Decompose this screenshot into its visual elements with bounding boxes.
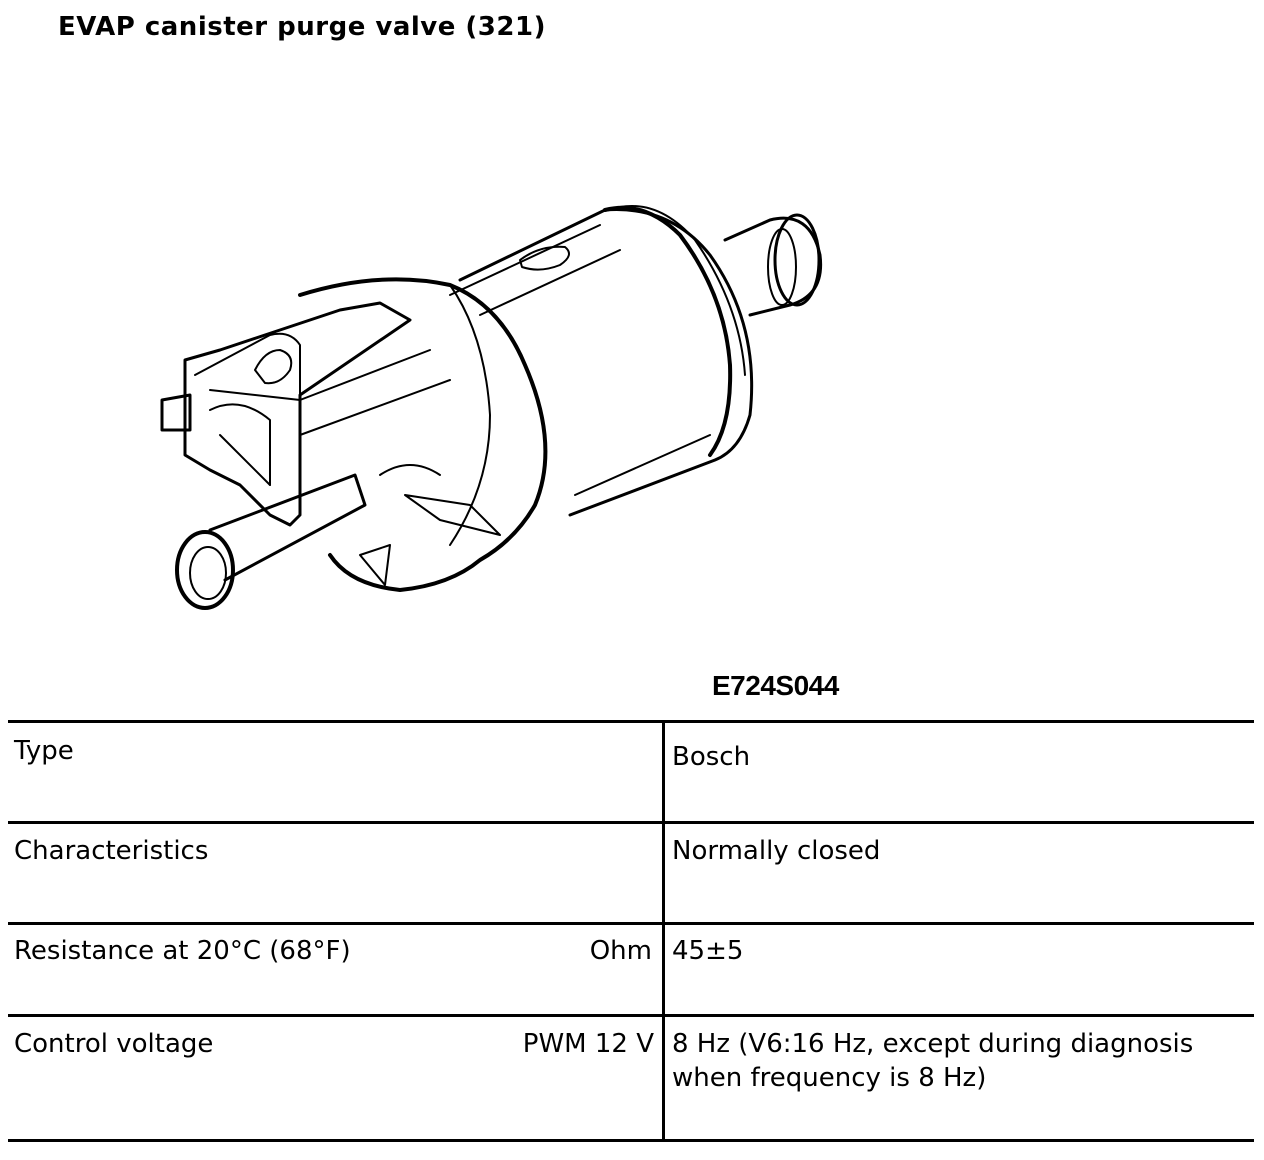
- table-rule: [8, 821, 1254, 824]
- row-unit-resistance: Ohm: [589, 936, 652, 966]
- column-divider: [662, 720, 665, 1142]
- row-value-characteristics: Normally closed: [672, 836, 881, 866]
- row-value-control-voltage: 8 Hz (V6:16 Hz, except during diagnosis: [672, 1029, 1194, 1059]
- row-value-resistance: 45±5: [672, 936, 744, 966]
- spec-table: [8, 720, 1254, 1142]
- row-label-control-voltage: Control voltage: [14, 1029, 214, 1059]
- purge-valve-illustration: [150, 185, 850, 655]
- table-rule: [8, 1139, 1254, 1142]
- row-value-control-voltage-line2: when frequency is 8 Hz): [672, 1063, 987, 1093]
- table-rule: [8, 720, 1254, 723]
- row-label-type: Type: [14, 736, 74, 766]
- figure-id: E724S044: [712, 670, 839, 701]
- table-rule: [8, 922, 1254, 925]
- page-title: EVAP canister purge valve (321): [58, 12, 546, 42]
- row-value-type: Bosch: [672, 742, 751, 772]
- row-label-resistance: Resistance at 20°C (68°F): [14, 936, 351, 966]
- row-label-characteristics: Characteristics: [14, 836, 209, 866]
- table-rule: [8, 1014, 1254, 1017]
- row-unit-control-voltage: PWM 12 V: [522, 1029, 654, 1059]
